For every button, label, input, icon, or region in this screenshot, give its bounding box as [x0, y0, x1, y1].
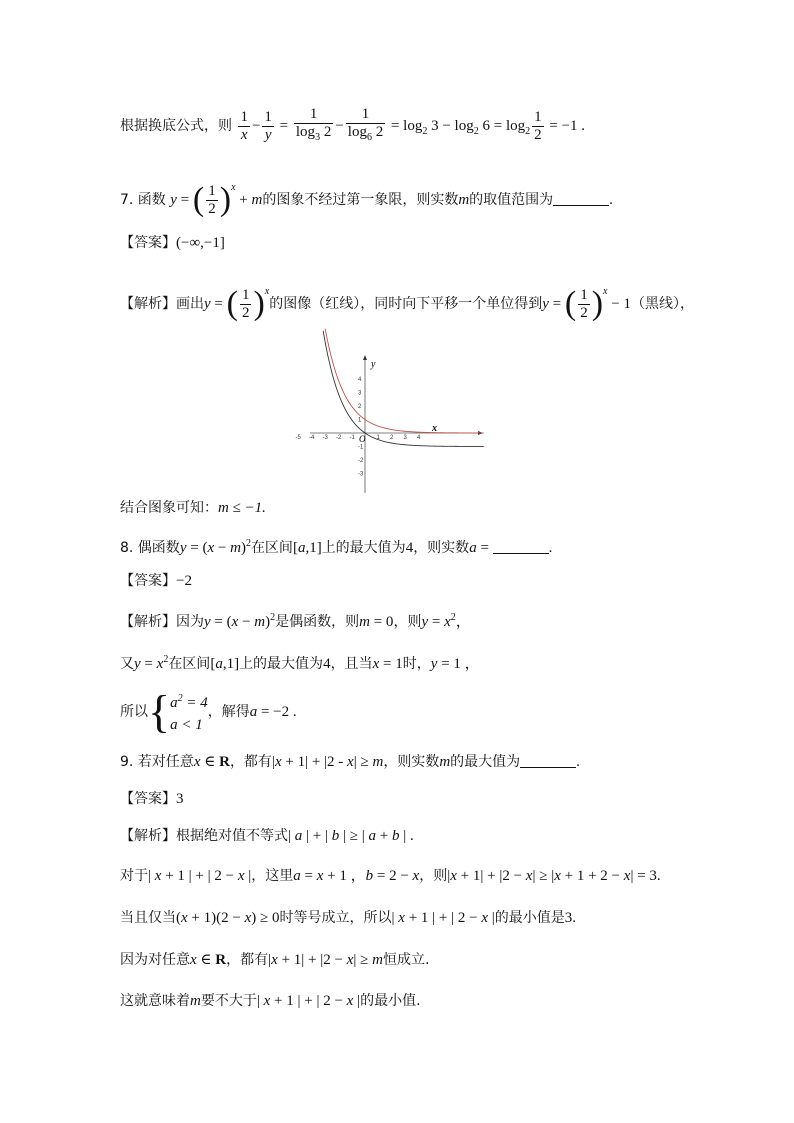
y-tick-label: -3: [358, 471, 364, 478]
text: 要不大于: [200, 993, 257, 1009]
text: 的最大值为: [450, 754, 521, 770]
text: 9. 若对任意: [120, 754, 194, 770]
text: 对于: [120, 868, 148, 884]
text: 画出: [176, 296, 204, 312]
x-tick-label: -4: [309, 435, 315, 441]
q8-stem: 8. 偶函数$y = (x - m)^2$在区间[a,1]上的最大值为4，则实数a = .: [120, 538, 553, 556]
x-tick-label: 2: [390, 435, 394, 441]
q9-stem: 9. 若对任意x ∈ R，都有|x + 1| + |2 - x| ≥ m，则实数m的最大值为 .: [120, 754, 580, 770]
text: 又: [120, 656, 134, 672]
text: 所以: [120, 704, 148, 720]
text: 这就意味着: [120, 993, 190, 1009]
text: 上的最大值为: [321, 540, 406, 556]
text: ，都有: [229, 754, 272, 770]
answer-blank: [520, 753, 576, 768]
text: ，且当: [330, 656, 373, 672]
y-tick-label: -1: [358, 444, 364, 451]
x-tick-label: -2: [336, 435, 342, 441]
answer-blank: [553, 191, 609, 206]
answer-label: 【答案】: [120, 235, 176, 251]
black-curve: [323, 331, 484, 447]
text: 的最小值是: [494, 910, 565, 926]
analysis-label: 【解析】: [120, 828, 176, 844]
y-tick-label: 3: [358, 390, 362, 397]
text: ，解得: [207, 704, 250, 720]
text: 根据换底公式，则: [120, 118, 232, 134]
text: 的最小值.: [360, 993, 421, 1009]
q7-stem: 7. 函数 y = ( $\frac{1}{2}$ )$^x$ + m的图象不经过第一象限，则实数m的取值范围为 .: [120, 181, 613, 218]
y-tick-label: -2: [358, 458, 364, 464]
text: 的图像（红线），同时向下平移一个单位得到: [269, 296, 543, 312]
text: 当且仅当: [120, 910, 176, 926]
frac: $\frac{1}{2}$: [208, 182, 216, 217]
text: ，则: [393, 614, 422, 630]
red-curve: [325, 329, 484, 433]
q9-analysis-4: 因为对任意x ∈ R，都有|x + 1| + |2 − x| ≥ m恒成立.: [120, 952, 430, 968]
q9-analysis-1: 【解析】根据绝对值不等式| a | + | b | ≥ | a + b | .: [120, 828, 414, 844]
text: 的取值范围为: [469, 192, 554, 208]
text: ，都有: [226, 952, 269, 968]
analysis-label: 【解析】: [120, 296, 176, 312]
x-tick-label: 3: [403, 435, 407, 441]
q8-answer: [120, 571, 192, 591]
text: 上的最大值为: [239, 656, 324, 672]
text: 结合图象可知：: [120, 500, 218, 516]
q8-analysis-2: 又$y = x^2$在区间[a,1]上的最大值为4，且当x = 1时，y = 1 ，: [120, 654, 480, 672]
text: （黑线），: [630, 296, 694, 312]
frac: $\frac{1}{x}$: [240, 108, 248, 143]
text: 在区间: [168, 656, 211, 672]
text: 8. 偶函数: [120, 540, 180, 556]
q8-analysis-3: 所以{ $a^2 = 4$ a < 1 ，解得a = −2 .: [120, 686, 297, 737]
x-tick-label: 1: [376, 435, 380, 441]
q9-answer: [120, 789, 184, 809]
y-axis-label: y: [371, 359, 376, 370]
answer-value: −2: [176, 573, 192, 589]
frac: $\frac{1}{2}$: [534, 108, 542, 143]
text: ，则实数: [383, 754, 440, 770]
answer-value: 3: [176, 791, 184, 807]
text: 根据绝对值不等式: [176, 828, 288, 844]
y-arrow: [363, 355, 367, 360]
origin-label: O: [359, 434, 366, 444]
x-tick-label: 4: [417, 435, 421, 441]
answer-label: 【答案】: [120, 573, 176, 589]
q7-conclusion: [120, 498, 266, 518]
text: 时，: [402, 656, 431, 672]
text: 的图象不经过第一象限，则实数: [262, 192, 459, 208]
text: 是偶函数，则: [275, 614, 360, 630]
y-tick-label: 2: [358, 404, 362, 410]
x-tick-label: -3: [322, 435, 328, 441]
text: 时等号成立，所以: [279, 910, 392, 926]
text: ，则实数: [413, 540, 470, 556]
math-text: m ≤ −1.: [218, 500, 266, 516]
q9-analysis-3: 当且仅当(x + 1)(2 − x) ≥ 0时等号成立，所以| x + 1 | + | 2 − x |的最小值是3.: [120, 910, 577, 926]
text: 7. 函数: [120, 192, 166, 208]
text: ，这里: [251, 868, 294, 884]
x-tick-label: -1: [349, 435, 355, 441]
equation-system: $a^2 = 4$ a < 1: [170, 693, 208, 733]
y-tick-label: 1: [358, 417, 362, 424]
text: 恒成立.: [382, 952, 430, 968]
text: 因为: [176, 614, 204, 630]
answer-label: 【答案】: [120, 791, 176, 807]
text: 因为对任意: [120, 952, 190, 968]
q7-analysis: 【解析】画出y = ( $\frac{1}{2}$ )$^x$的图像（红线），同时向下平移一个单位得到y = ( $\frac{1}{2}$ )$^x$ − 1（黑线），: [120, 285, 694, 322]
q9-analysis-2: 对于| x + 1 | + | 2 − x |，这里a = x + 1 ，b = 2 − x，则|x + 1| + |2 − x| ≥ |x + 1 + 2 − x| = 3.: [120, 868, 661, 884]
answer-value: (−∞,−1]: [176, 235, 225, 251]
text: ，则: [419, 868, 448, 884]
formula-line-1: 根据换底公式，则 $\frac{1}{x}$ − $\frac{1}{y}$ = $\frac{1}{\log_3 2}$ − $\frac{1}{\log_6 2}$ = $\log_2 3 - \log_2 6 = \log_2$ $\frac{1}{2}$ = −1 .: [120, 106, 585, 146]
q8-analysis-1: 【解析】因为$y = (x - m)^2$是偶函数，则m = 0，则$y = x^2$，: [120, 612, 471, 630]
answer-blank: [493, 539, 549, 554]
frac: $\frac{1}{y}$: [264, 108, 272, 143]
frac: $\frac{1}{\log_3 2}$: [295, 106, 332, 143]
frac: $\frac{1}{2}$: [580, 286, 588, 321]
q7-answer: [120, 233, 225, 253]
frac: $\frac{1}{\log_6 2}$: [347, 106, 384, 143]
text: 在区间: [250, 540, 293, 556]
x-axis-label: x: [432, 423, 437, 434]
frac: $\frac{1}{2}$: [241, 286, 250, 321]
q9-analysis-5: 这就意味着m要不大于| x + 1 | + | 2 − x |的最小值.: [120, 993, 421, 1009]
y-tick-label: 4: [358, 377, 362, 383]
analysis-label: 【解析】: [120, 614, 176, 630]
x-tick-label: -5: [295, 435, 301, 441]
function-graph: [295, 325, 490, 495]
